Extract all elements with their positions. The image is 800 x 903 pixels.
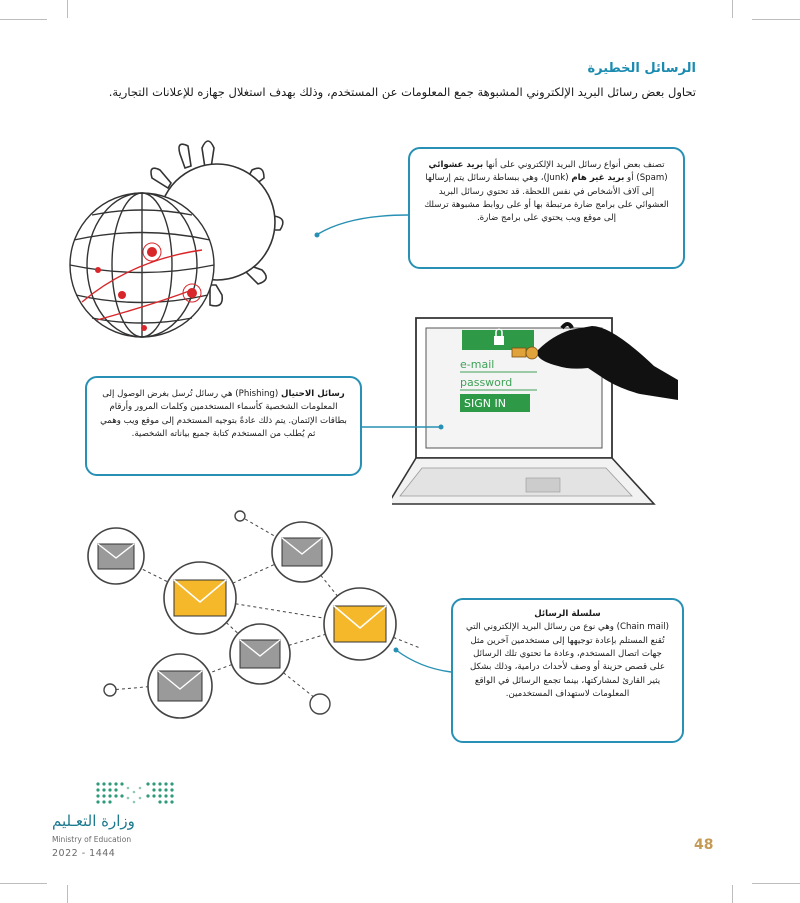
chain-mail-callout bbox=[451, 598, 684, 743]
ministry-name-arabic: وزارة التعـليم bbox=[52, 812, 135, 830]
spam-callout bbox=[408, 147, 685, 269]
ministry-logo-icon bbox=[50, 778, 190, 808]
ministry-year: 2022 - 1444 bbox=[52, 848, 116, 859]
spam-term: بريد عشوائي bbox=[428, 160, 484, 170]
ministry-name-english: Ministry of Education bbox=[52, 835, 132, 844]
email-field-label: e-mail bbox=[460, 358, 495, 371]
spam-text-3: (Junk)، وهي ببساطة رسائل يتم إرسالها إلى آلاف الأشخاص في نفس اللحظة. قد تحتوي رسائل البريد العشوائي على برامج ضارة مرتبطة بها أو على روابط مشبوهة ترسلك إلى موقع ويب يحتوي على برامج ضارة. bbox=[424, 173, 669, 224]
password-field-label: password bbox=[460, 376, 513, 389]
intro-text: تحاول بعض رسائل البريد الإلكتروني المشبوهة جمع المعلومات عن المستخدم، وذلك بهدف استغلال جهازه للإعلانات التجارية. bbox=[108, 85, 696, 99]
chain-mail-text: (Chain mail) وهي نوع من رسائل البريد الإلكتروني التي تُقنع المستلم بإعادة توجيهها إلى مستخدمين آخرين مثل جهات اتصال المستخدم، وعادة ما تحتوي تلك الرسائل على قصص حزينة أو وصف لأحداث درامية، وذلك بشكل يثير القارئ لمشاركتها، بينما تجمع الرسائل في الواقع المعلومات لاستهداف المستخدمين. bbox=[465, 622, 670, 699]
phishing-term: رسائل الاحتيال bbox=[280, 389, 345, 399]
junk-term: بريد غير هام bbox=[571, 173, 625, 184]
signin-label: SIGN IN bbox=[464, 397, 506, 410]
section-heading: الرسائل الخطيرة bbox=[587, 61, 696, 76]
phishing-callout bbox=[85, 376, 362, 476]
chain-mail-title: سلسلة الرسائل bbox=[534, 609, 601, 619]
page-number: 48 bbox=[694, 837, 714, 853]
spam-text-1: تصنف بعض أنواع رسائل البريد الإلكتروني على أنها bbox=[483, 160, 665, 170]
spam-text-2: (Spam) أو bbox=[624, 173, 668, 184]
phishing-text: (Phishing) هي رسائل تُرسل بغرض الوصول إلى المعلومات الشخصية كأسماء المستخدمين وكلمات المرور وأرقام بطاقات الإئتمان. يتم ذلك عادةً بتوجيه المستخدم إلى موقع ويب وهمي ثم يُطلب من المستخدم كتابة جميع بياناته الشخصية. bbox=[100, 389, 347, 439]
